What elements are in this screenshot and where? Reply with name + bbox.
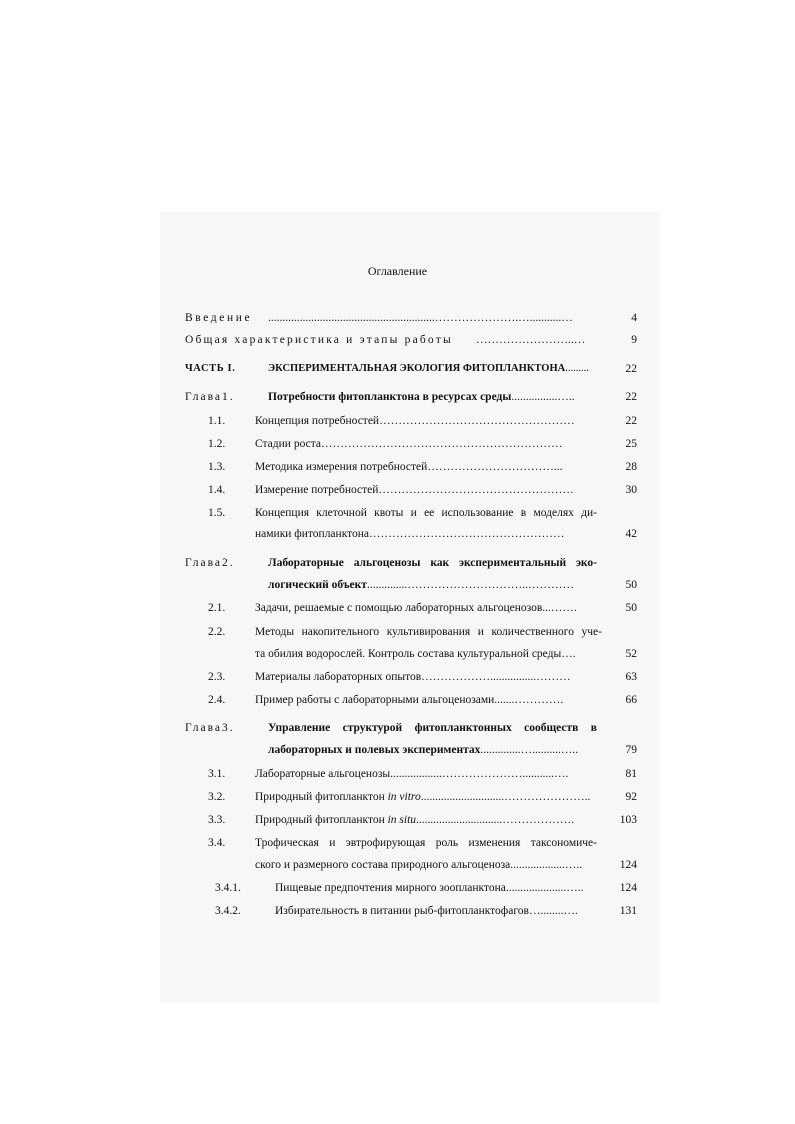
toc-title-line-1: Концепция клеточной квоты и ее использование в моделях ди- [255, 507, 597, 519]
toc-title-line-2: та обилия водорослей. Контроль состава культуральной среды…. [255, 648, 576, 660]
toc-title-line-1: Управление структурой фитопланктонных сообществ в [268, 722, 597, 734]
toc-page: 50 [625, 579, 637, 591]
toc-label: 2.3. [208, 671, 226, 683]
toc-title-latin: in situ [387, 814, 417, 826]
toc-page: 22 [625, 363, 637, 375]
toc-page: 92 [625, 791, 637, 803]
toc-label: 2.4. [208, 694, 226, 706]
toc-dots: ..............…………………………..………… [366, 579, 574, 591]
toc-title: Концепция потребностей…………………………………………… [255, 415, 575, 427]
toc-page: 9 [631, 334, 637, 346]
toc-label: Глава1. [185, 391, 235, 403]
toc-page: 131 [619, 905, 637, 917]
toc-page: 4 [631, 312, 637, 324]
toc-title: Стадии роста……………………………………………………… [255, 438, 563, 450]
toc-title: Лабораторные альгоценозы..................…………………...........…. [255, 768, 569, 780]
toc-label: Общая характеристика и этапы работы [185, 334, 453, 346]
toc-title: ЭКСПЕРИМЕНТАЛЬНАЯ ЭКОЛОГИЯ ФИТОПЛАНКТОНА [268, 363, 566, 374]
toc-page: 66 [625, 694, 637, 706]
toc-dots: ……………………..… [476, 334, 586, 346]
toc-title: Измерение потребностей…………………………………………… [255, 484, 574, 496]
toc-title: Пример работы с лабораторными альгоценозами.......…………. [255, 694, 564, 706]
toc-page: 103 [619, 814, 637, 826]
toc-title: Природный фитопланктон [255, 814, 388, 826]
toc-dots: ..............…..........….. [480, 744, 579, 756]
toc-label: 3.3. [208, 814, 226, 826]
toc-title: Задачи, решаемые с помощью лабораторных альгоценозов...……. [255, 602, 577, 614]
toc-label: ЧАСТЬ I. [185, 363, 236, 374]
toc-page: 42 [625, 528, 637, 540]
toc-label: 1.4. [208, 484, 226, 496]
toc-label: 3.2. [208, 791, 226, 803]
toc-dots: ..............................………………. [416, 814, 575, 826]
toc-label: 1.2. [208, 438, 226, 450]
toc-title: Пищевые предпочтения мирного зоопланктона.....................….. [275, 882, 584, 894]
toc-label: 3.4.1. [215, 882, 241, 894]
toc-title-line-1: Методы накопительного культивирования и количественного уче- [255, 626, 602, 638]
toc-title-latin: in vitro [387, 791, 421, 803]
toc-title: Избирательность в питании рыб-фитопланктофагов…........…. [275, 905, 578, 917]
toc-dots: ................….. [511, 391, 575, 403]
toc-title-line-2: ского и размерного состава природного альгоценоза...................….. [255, 859, 583, 871]
toc-label: 2.2. [208, 626, 226, 638]
toc-title-line-2: намики фитопланктона…………………………………………… [255, 528, 565, 540]
toc-label: Введение [185, 312, 253, 324]
toc-label: 1.3. [208, 461, 226, 473]
toc-page: 124 [619, 859, 637, 871]
toc-title-line-1: Лабораторные альгоценозы как экспериментальный эко- [268, 557, 597, 569]
toc-page: 124 [619, 882, 637, 894]
toc-label: 1.5. [208, 507, 226, 519]
toc-dots: ......... [565, 363, 589, 374]
toc-title: Методика измерения потребностей……………………………... [255, 461, 563, 473]
toc-page: 52 [625, 648, 637, 660]
toc-label: Глава2. [185, 557, 235, 569]
toc-page: 81 [625, 768, 637, 780]
toc-label: 3.1. [208, 768, 226, 780]
toc-page: 22 [625, 391, 637, 403]
toc-title: Потребности фитопланктона в ресурсах среды [268, 391, 512, 403]
toc-dots: ..........................................................………………….…...........… [268, 312, 573, 324]
page-title: Оглавление [367, 264, 428, 278]
toc-title-line-1: Трофическая и эвтрофирующая роль изменения таксономиче- [255, 837, 597, 849]
toc-label: 3.4.2. [215, 905, 241, 917]
toc-page: 25 [625, 438, 637, 450]
toc-page: 28 [625, 461, 637, 473]
toc-label: 1.1. [208, 415, 226, 427]
toc-label: 2.1. [208, 602, 226, 614]
toc-dots: .............................………………….. [420, 791, 591, 803]
toc-title: Материалы лабораторных опытов………………................……… [255, 671, 571, 683]
toc-page: 30 [625, 484, 637, 496]
toc-page: 22 [625, 415, 637, 427]
toc-title-line-2: лабораторных и полевых экспериментах [268, 744, 481, 756]
toc-page: 63 [625, 671, 637, 683]
toc-title-line-2: логический объект [268, 579, 367, 591]
toc-title: Природный фитопланктон [255, 791, 388, 803]
toc-page: 79 [625, 744, 637, 756]
toc-label: Глава3. [185, 722, 235, 734]
toc-page: 50 [625, 602, 637, 614]
toc-label: 3.4. [208, 837, 226, 849]
